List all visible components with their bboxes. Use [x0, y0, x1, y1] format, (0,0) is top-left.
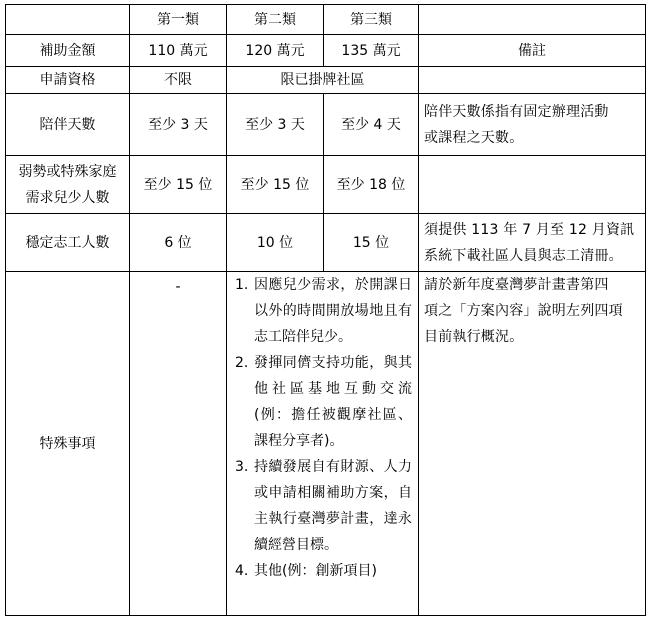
days-category-2: 至少 3 天	[227, 94, 324, 156]
special-row	[6, 272, 646, 616]
special-item-2	[227, 350, 418, 454]
volunteers-category-2: 10 位	[227, 214, 324, 272]
eligibility-category-1: 不限	[130, 67, 227, 94]
volunteers-note-line-2: 系統下載社區人員與志工清冊。	[424, 247, 623, 264]
children-category-1: 至少 15 位	[130, 156, 227, 214]
header-category-1: 第一類	[130, 5, 227, 35]
children-label	[6, 156, 130, 214]
eligibility-note	[419, 67, 646, 94]
special-item-3-text: 持續發展自有財源、人力或申請相關補助方案，自主執行臺灣夢計畫，達永續經營目標。	[254, 459, 412, 553]
special-note	[419, 272, 646, 616]
special-note-line-2: 項之「方案內容」說明左列四項	[424, 303, 623, 319]
special-note-line-3: 目前執行概況。	[424, 329, 524, 345]
children-category-2: 至少 15 位	[227, 156, 324, 214]
volunteers-category-1: 6 位	[130, 214, 227, 272]
header-notes-empty	[419, 5, 646, 35]
days-label: 陪伴天數	[6, 94, 130, 156]
eligibility-label: 申請資格	[6, 67, 130, 94]
notes-header: 備註	[419, 35, 646, 67]
children-label-line-2: 需求兒少人數	[25, 189, 110, 206]
days-category-3: 至少 4 天	[324, 94, 419, 156]
children-note	[419, 156, 646, 214]
special-items-list	[227, 272, 418, 584]
volunteers-note-line-1: 須提供 113 年 7 月至 12 月資訊	[424, 221, 635, 238]
special-item-3	[227, 454, 418, 558]
subsidy-row	[6, 35, 646, 67]
special-item-1-number: 1.	[235, 277, 249, 293]
subsidy-category-1: 110 萬元	[130, 35, 227, 67]
days-note-line-1: 陪伴天數係指有固定辦理活動	[424, 103, 609, 120]
special-items-cell	[227, 272, 419, 616]
subsidy-category-3: 135 萬元	[324, 35, 419, 67]
days-note	[419, 94, 646, 156]
header-row	[6, 5, 646, 35]
special-item-1	[227, 272, 418, 350]
special-item-1-text: 因應兒少需求，於開課日以外的時間開放場地且有志工陪伴兒少。	[254, 277, 412, 345]
special-item-4-number: 4.	[235, 563, 249, 579]
header-category-3: 第三類	[324, 5, 419, 35]
children-label-line-1: 弱勢或特殊家庭	[18, 163, 117, 180]
special-item-3-number: 3.	[235, 459, 249, 475]
special-note-line-1: 請於新年度臺灣夢計畫書第四	[424, 277, 609, 293]
eligibility-category-2-3: 限已掛牌社區	[227, 67, 419, 94]
special-item-2-text: 發揮同儕支持功能，與其他社區基地互動交流(例：擔任被觀摩社區、課程分享者)。	[254, 355, 412, 449]
eligibility-row	[6, 67, 646, 94]
special-category-1: -	[130, 272, 227, 616]
children-category-3: 至少 18 位	[324, 156, 419, 214]
volunteers-note	[419, 214, 646, 272]
days-note-line-2: 或課程之天數。	[424, 129, 524, 146]
volunteers-label: 穩定志工人數	[6, 214, 130, 272]
volunteers-category-3: 15 位	[324, 214, 419, 272]
subsidy-category-2: 120 萬元	[227, 35, 324, 67]
header-category-2: 第二類	[227, 5, 324, 35]
days-row	[6, 94, 646, 156]
special-item-2-number: 2.	[235, 355, 249, 371]
special-item-4-text: 其他(例：創新項目)	[254, 563, 377, 579]
special-item-4	[227, 558, 418, 584]
subsidy-label: 補助金額	[6, 35, 130, 67]
header-empty-cell	[6, 5, 130, 35]
children-row	[6, 156, 646, 214]
special-label: 特殊事項	[6, 272, 130, 616]
subsidy-criteria-table	[5, 4, 646, 616]
volunteers-row	[6, 214, 646, 272]
days-category-1: 至少 3 天	[130, 94, 227, 156]
